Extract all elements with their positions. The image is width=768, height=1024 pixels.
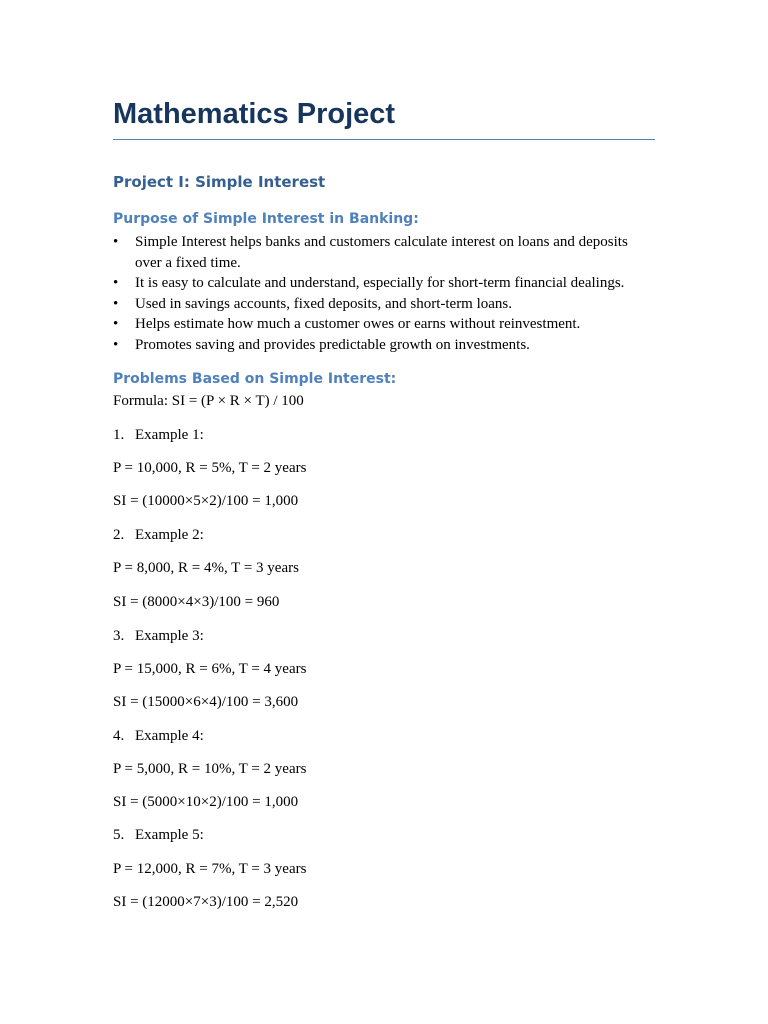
example-title <box>113 626 204 646</box>
project-heading: Project I: Simple Interest <box>113 173 326 191</box>
example-number: 1. <box>113 427 125 443</box>
example-label: Example 3: <box>135 628 204 644</box>
example-label: Example 4: <box>135 728 204 744</box>
example-title <box>113 525 204 545</box>
example-number: 2. <box>113 527 125 543</box>
example-solution: SI = (8000×4×3)/100 = 960 <box>113 594 280 610</box>
bullet-text: It is easy to calculate and understand, especially for short-term financial dealings. <box>135 275 625 291</box>
example-label: Example 2: <box>135 527 204 543</box>
list-item <box>113 273 643 294</box>
bullet-icon: • <box>113 275 119 291</box>
document-title: Mathematics Project <box>113 96 655 140</box>
problems-heading: Problems Based on Simple Interest: <box>113 371 397 387</box>
example-title <box>113 425 204 445</box>
example-number: 4. <box>113 728 125 744</box>
bullet-icon: • <box>113 316 119 332</box>
example-given: P = 5,000, R = 10%, T = 2 years <box>113 761 307 777</box>
bullet-text: Used in savings accounts, fixed deposits, and short-term loans. <box>135 295 513 312</box>
example-given: P = 8,000, R = 4%, T = 3 years <box>113 560 299 576</box>
example-given: P = 12,000, R = 7%, T = 3 years <box>113 861 307 877</box>
example-solution: SI = (15000×6×4)/100 = 3,600 <box>113 694 299 710</box>
example-solution: SI = (5000×10×2)/100 = 1,000 <box>113 794 299 810</box>
example-given: P = 15,000, R = 6%, T = 4 years <box>113 661 307 677</box>
example-title <box>113 825 204 845</box>
list-item <box>113 314 643 335</box>
bullet-icon: • <box>113 234 119 250</box>
example-given: P = 10,000, R = 5%, T = 2 years <box>113 460 307 476</box>
example-number: 3. <box>113 628 125 644</box>
bullet-text: Promotes saving and provides predictable growth on investments. <box>135 336 530 353</box>
bullet-text: Simple Interest helps banks and customers calculate interest on loans and deposits over a fixed time. <box>135 234 628 271</box>
list-item <box>113 294 643 315</box>
example-title <box>113 726 204 746</box>
list-item <box>113 232 643 273</box>
example-solution: SI = (10000×5×2)/100 = 1,000 <box>113 493 299 509</box>
example-number: 5. <box>113 827 125 843</box>
purpose-bullet-list <box>113 232 643 355</box>
bullet-icon: • <box>113 295 119 312</box>
example-label: Example 5: <box>135 827 204 843</box>
bullet-icon: • <box>113 336 119 353</box>
formula-text: Formula: SI = (P × R × T) / 100 <box>113 393 304 409</box>
example-label: Example 1: <box>135 427 204 443</box>
bullet-text: Helps estimate how much a customer owes or earns without reinvestment. <box>135 316 581 332</box>
purpose-heading: Purpose of Simple Interest in Banking: <box>113 211 419 227</box>
example-solution: SI = (12000×7×3)/100 = 2,520 <box>113 894 299 910</box>
list-item <box>113 335 643 356</box>
document-page <box>113 96 655 910</box>
